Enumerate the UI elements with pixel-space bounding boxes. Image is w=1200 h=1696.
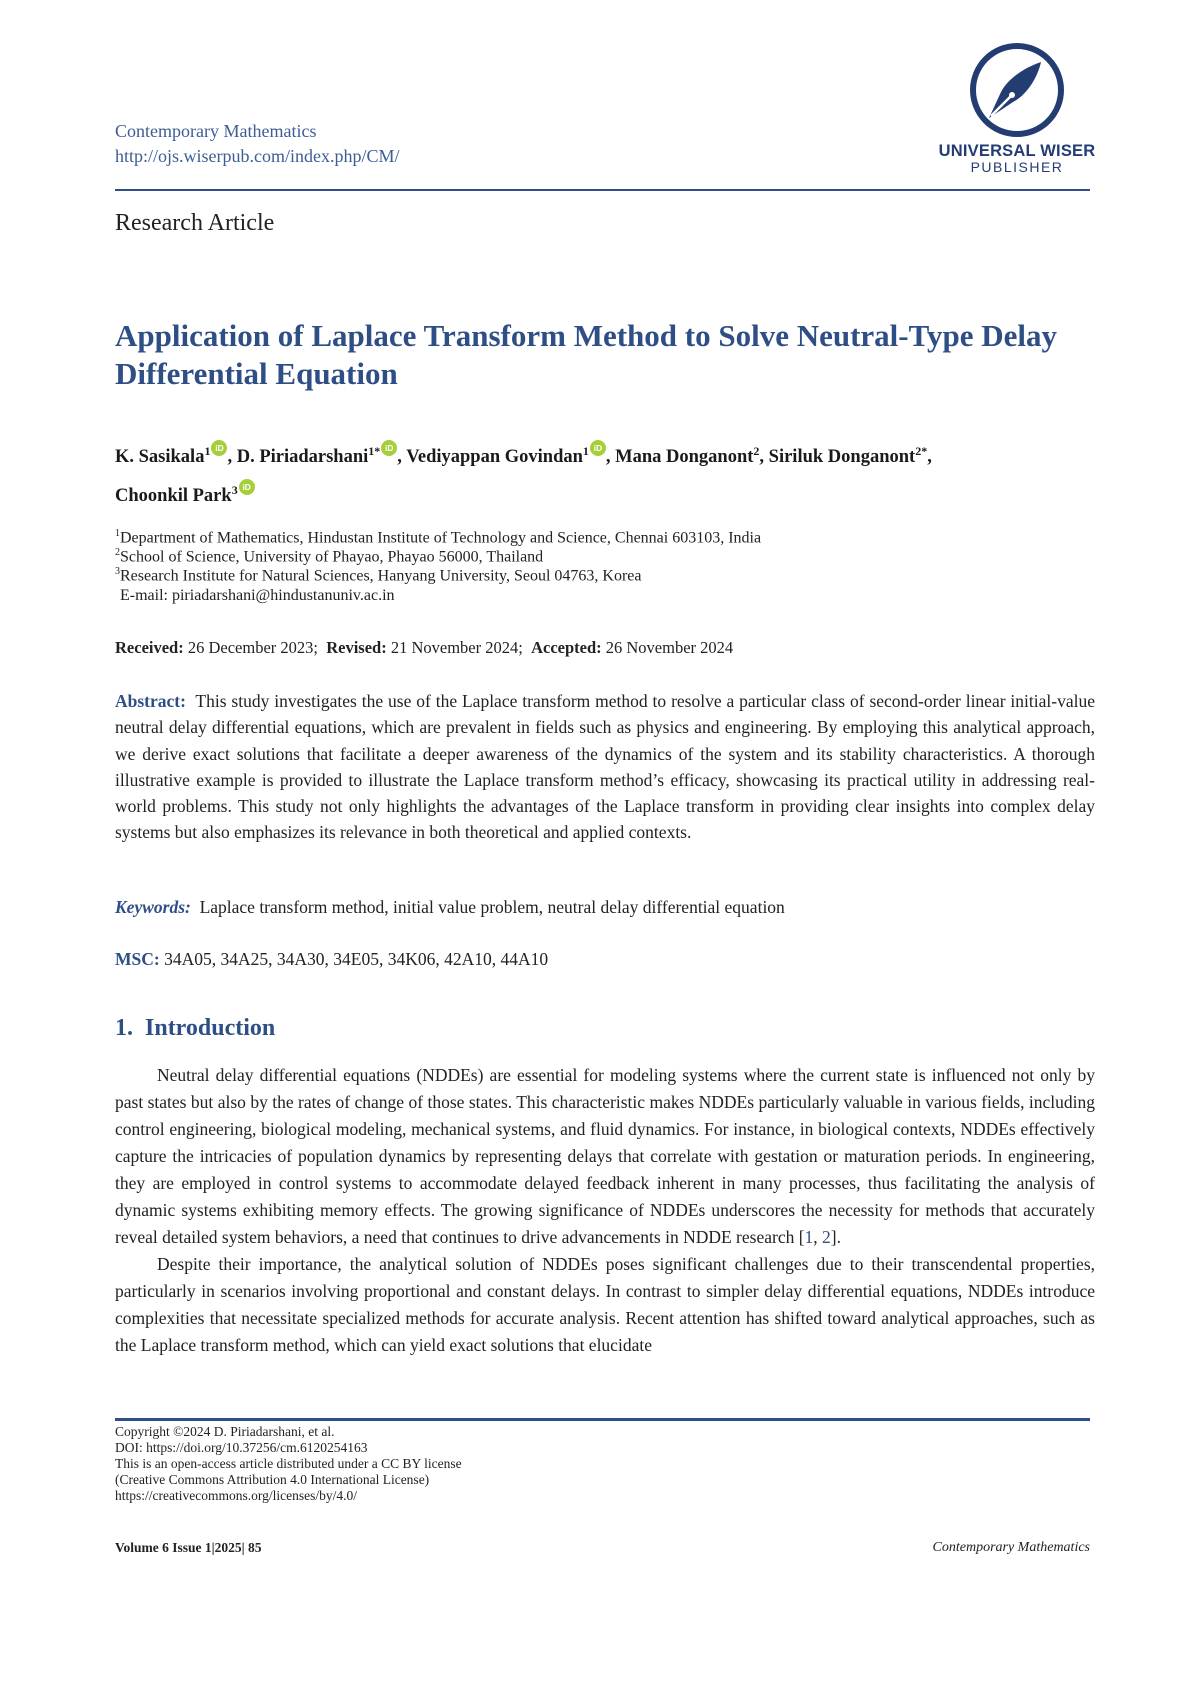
intro-paragraph-2: Despite their importance, the analytical solution of NDDEs poses significant challenges due to their transcendental properties, particularly in scenarios involving proportional and constant delays. In contrast to simpler delay differential equations, NDDEs introduce complexities that necessitate specialized methods for accurate analysis. Recent attention has shifted toward analytical approaches, such as the Laplace transform method, which can yield exact solutions that elucidate [115,1254,1095,1355]
keywords: Keywords: Laplace transform method, initial value problem, neutral delay differential equation [115,897,785,917]
footnote-license-name: (Creative Commons Attribution 4.0 International License) [115,1472,430,1487]
section-heading: 1. Introduction [115,1015,276,1041]
author: D. Piriadarshani$^{1*}$ iD , [237,447,407,467]
orcid-icon[interactable]: iD [239,479,255,495]
publisher-logo [932,40,1102,190]
footnote-copyright: Copyright ©2024 D. Piriadarshani, et al. [115,1424,335,1439]
footnote-license-url[interactable]: https://creativecommons.org/licenses/by/4.0/ [115,1488,357,1503]
citation-link[interactable]: 2 [822,1227,831,1247]
author: Vediyappan Govindan$^1$ iD , [406,447,615,467]
footnote-divider [115,1418,1090,1421]
corresponding-email[interactable]: E-mail: piriadarshani@hindustanuniv.ac.in [120,587,395,604]
journal-url-link[interactable]: http://ojs.wiserpub.com/index.php/CM/ [115,146,400,166]
affiliation: $^3$Research Institute for Natural Sciences, Hanyang University, Seoul 04763, Korea [115,566,642,585]
footnote-doi[interactable]: DOI: https://doi.org/10.37256/cm.6120254163 [115,1440,368,1455]
orcid-icon[interactable]: iD [590,440,606,456]
affiliation: $^2$School of Science, University of Phayao, Phayao 56000, Thailand [115,547,544,566]
abstract-label: Abstract: [115,691,186,711]
header-divider [115,189,1090,191]
author-list [115,435,1105,513]
article-type: Research Article [115,210,275,236]
citation-link[interactable]: 1 [804,1227,814,1247]
author: Mana Donganont$^2$, [615,444,769,467]
footer-volume: Volume 6 Issue 1|2025| 85 [115,1540,262,1555]
author: K. Sasikala$^1$ iD , [115,447,237,467]
intro-paragraph: Neutral delay differential equations (NDDEs) are essential for modeling systems where the current state is influenced not only by past states but also by the rates of change of those states. This characteristic makes NDDEs particularly valuable in various fields, including control engineering, biological modeling, mechanical systems, and fluid dynamics. For instance, in biological contexts, NDDEs effectively capture the intricacies of population dynamics by representing delays that correlate with gestation or maturation periods. In engineering, they are employed in control systems to accommodate delayed feedback inherent in many processes, thus facilitating the analysis of dynamic systems exhibiting memory effects. The growing significance of NDDEs underscores the necessity for methods that accurately reveal detailed system behaviors, a need that continues to drive advancements in NDDE research [1, 2]. Despite their importance, the analytical solution of NDDEs poses significant challenges due to their transcendental properties, particularly in scenarios involving proportional and constant delays. In contrast to simpler delay differential equations, NDDEs introduce complexities that necessitate specialized methods for accurate analysis. Recent attention has shifted toward analytical approaches, such as the Laplace transform method, which can yield exact solutions that elucidate [115,1062,1095,1359]
author: Siriluk Donganont$^{2*}$, [768,444,932,467]
affiliation: $^1$Department of Mathematics, Hindustan Institute of Technology and Science, Chennai 603103, India [115,528,762,547]
abstract-text: This study investigates the use of the Laplace transform method to resolve a particular class of second-order linear initial-value neutral delay differential equations, which are prevalent in fields such as physics and engineering. By employing this analytical approach, we derive exact solutions that facilitate a deeper awareness of the dynamics of the system and its stability characteristics. A thorough illustrative example is provided to illustrate the Laplace transform method’s efficacy, showcasing its practical utility in addressing real-world problems. This study not only highlights the advantages of the Laplace transform in providing clear insights into complex delay systems but also emphasizes its relevance in both theoretical and applied contexts. [115,691,1095,843]
article-dates: Received: 26 December 2023; Revised: 21 November 2024; Accepted: 26 November 2024 [115,638,734,657]
journal-name: Contemporary Mathematics [115,121,317,141]
orcid-icon[interactable]: iD [211,440,227,456]
footnote-license: This is an open-access article distributed under a CC BY license [115,1456,462,1471]
orcid-icon[interactable]: iD [381,440,397,456]
publisher-subname: PUBLISHER [970,159,1064,175]
msc-codes: MSC: 34A05, 34A25, 34A30, 34E05, 34K06, 42A10, 44A10 [115,949,549,969]
publisher-name: UNIVERSAL WISER [938,142,1096,160]
author: Choonkil Park$^3$ iD [115,486,255,506]
pen-nib-icon [967,40,1067,140]
article-title: Application of Laplace Transform Method to Solve Neutral-Type Delay Differential Equation [115,318,1057,391]
abstract [115,688,1095,846]
footer-journal: Contemporary Mathematics [932,1540,1090,1555]
